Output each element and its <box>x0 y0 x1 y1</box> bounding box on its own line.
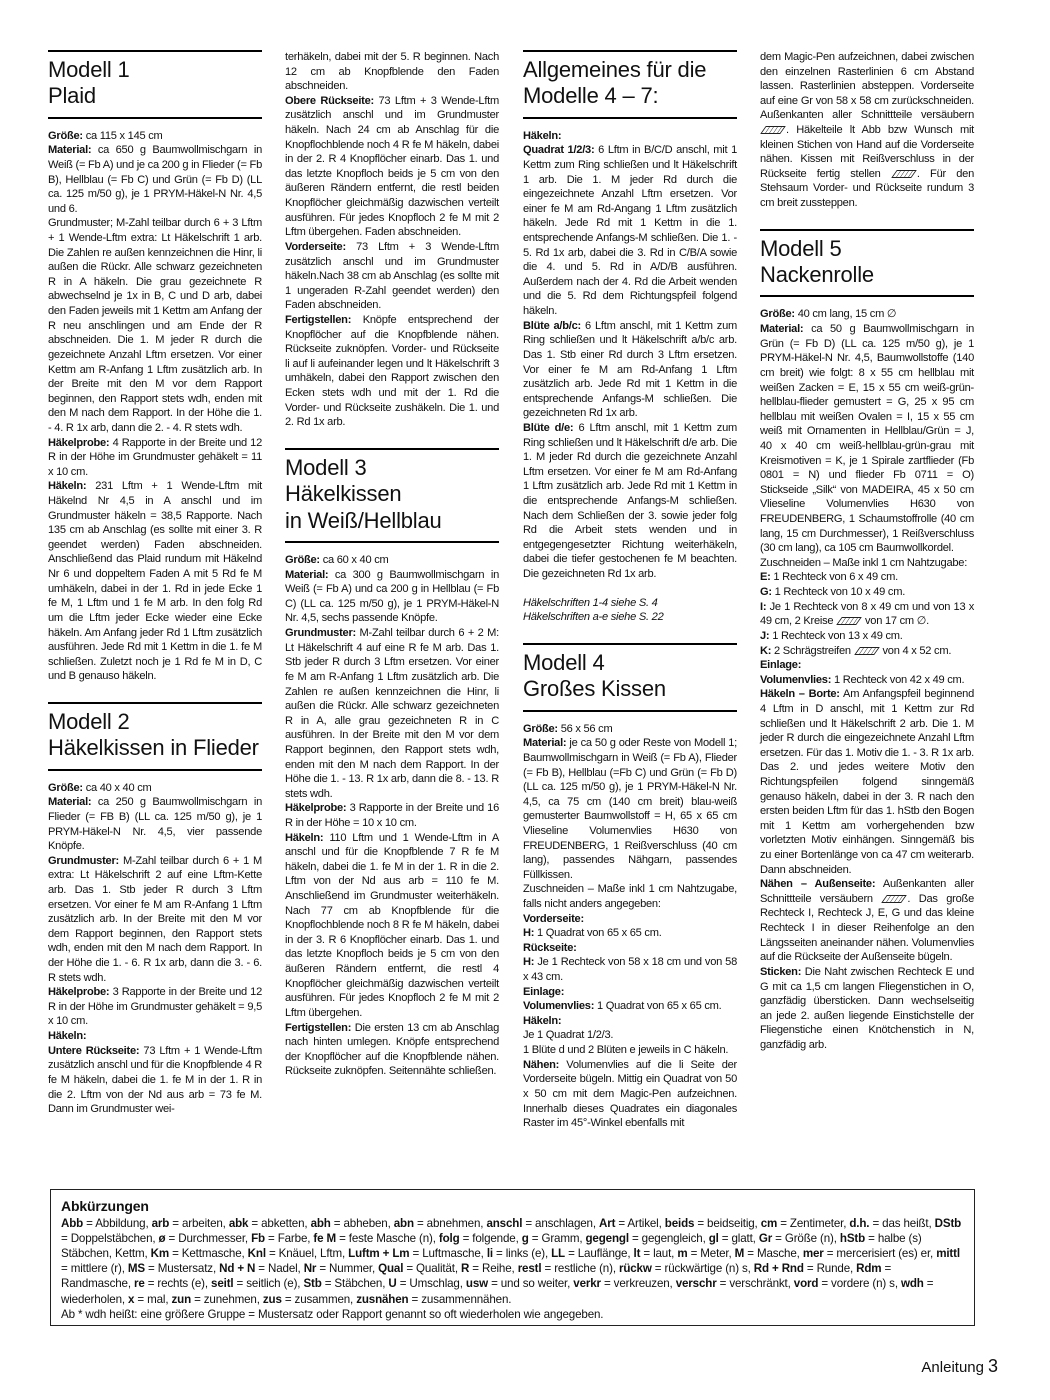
page-number: 3 <box>987 1356 998 1376</box>
heading-line: Modelle 4 – 7: <box>523 83 659 109</box>
heading-allgemeines <box>523 50 737 119</box>
heading-modell-5 <box>760 229 974 298</box>
heading-line: Modell 2 <box>48 708 130 734</box>
column-2 <box>285 50 499 1079</box>
modell-4-instructions: Größe: 56 x 56 cm Material: je ca 50 g oder Reste von Modell 1; Baumwollmischgarn in Weiß (= Fb A), Flieder (= Fb B), Hellblau (=Fb C) und Grün (= Fb D) (LL ca. 125 m/50 g), je 1 PRYM-Häkel-N Nr. 4,5, ca 75 cm (140 cm breit) blau-weiß gemusterter Baumwollstoff = H, 65 x 65 cm Vlieseline Volumenvlies H630 von FREUDENBERG, 1 Reißverschluss (40 cm lang), passendes Nähgarn, passendes Füllkissen. Zuschneiden – Maße inkl 1 cm Nahtzugabe, falls nicht anders angegeben: Vorderseite: H: 1 Quadrat von 65 x 65 cm. Rückseite: H: Je 1 Rechteck von 58 x 18 cm und von 58 x 43 cm. Einlage: Volumenvlies: 1 Quadrat von 65 x 65 cm. Häkeln: Je 1 Quadrat 1/2/3. 1 Blüte d und 2 Blüten e jeweils in C häkeln. Nähen: Volumenvlies auf die li Seite der Vorderseite bügeln. Mittig ein Quadrat von 50 x 50 cm mit dem Magic-Pen aufzeichnen. Innerhalb dieses Quadrates ein diagonales Raster im 45°-Winkel ebenfalls mit <box>523 722 737 1130</box>
heading-line: Plaid <box>48 83 96 109</box>
modell-5-instructions: Größe: 40 cm lang, 15 cm ∅ Material: ca 50 g Baumwollmischgarn in Grün (= Fb D) (LL ca. 125 m/50 g), je 1 PRYM-Häkel-N Nr. 4,5, Baumwollstoffe (140 cm breit) wie folgt: 8 x 55 cm hellblau mit weißen Zacken = E, 15 x 55 cm weiß-grün-hellblau-flieder gemustert = G, 25 x 95 cm hellblau mit weißen Ovalen = I, 15 x 55 cm weiß mit Ornamenten in Hellblau/Grün = J, 40 x 40 cm weiß-hellblau-grün-grau mit Kreismotiven = K, je 1 Spirale zartflieder (Fb 0801 = N) und flieder Fb 0711 = O) Stickseide „Silk“ von MADEIRA, 45 x 50 cm Vlieseline Volumenvlies H630 von FREUDENBERG, 1 Schaumstoffrolle (40 cm lang, 15 cm Durchmesser), 1 Reißverschluss (30 cm lang), ca 105 cm Baumwollkordel. Zuschneiden – Maße inkl 1 cm Nahtzugabe: E: 1 Rechteck von 6 x 49 cm. G: 1 Rechteck von 10 x 49 cm. I: Je 1 Rechteck von 8 x 49 cm und von 13 x 49 cm, 2 Kreise von 17 cm ∅. J: 1 Rechteck von 13 x 49 cm. K: 2 Schrägstreifen von 4 x 52 cm. Einlage: Volumenvlies: 1 Rechteck von 42 x 49 cm. Häkeln – Borte: Am Anfangspfeil beginnend 4 Lftm in D anschl, mit 1 Kettm zur Rd schließen und lt Häkelschrift 2 arb. Die 1. M jeder R durch die eingezeichnete Anzahl Lftm ersetzen. Für das 1. Motiv die 1. - 3. R 1x arb. Das 2. und jedes weitere Motiv den Richtungspfeilen folgend sinngemäß genauso häkeln, dabei in der 3. R nach den ersten beiden Lftm für das 1. hStb den Bogen mit 1 Kettm am vorhergehenden bzw vorletzten Motiv einhängen. Sinngemäß bis zu einer Bortenlänge von ca 47 cm weiterarb. Dann abschneiden. Nähen – Außenseite: Außenkanten aller Schnittteile versäubern . Das große Rechteck I, Rechteck J, E, G und das kleine Rechteck I in dieser Reihenfolge an den Längsseiten aneinander nähen. Volumenvlies auf die Rückseite der Außenseite bügeln. Sticken: Die Naht zwischen Rechteck E und G mit ca 1,5 cm langen Fliegenstichen in O, ganzfädig übersticken. Dann wechselseitig an jede 2. außen liegende Einstichstelle der Fliegenstiche einen Knötchenstich in N, ganzfädig arb. <box>760 308 974 1051</box>
pen-icon <box>891 170 917 178</box>
modell-1-instructions: Größe: ca 115 x 145 cm Material: ca 650 g Baumwollmischgarn in Weiß (= Fb A) und je ca 200 g in Flieder (= Fb B), Hellblau (= Fb C) und Grün (= Fb D) (LL ca. 125 m/50 g), je 1 PRYM-Häkel-N Nr. 4,5 und 6. Grundmuster; M-Zahl teilbar durch 6 + 3 Lftm + 1 Wende-Lftm extra: Lt Häkelschrift 1 arb. Die Zahlen re außen kennzeichnen die Hinr, li außen die Rückr. Alle schwarz gezeichneten R in A häkeln. Die grau gezeichnete R abwechselnd je 1x in B, C und D arb, dabei den Faden jeweils mit 1 Kettm am Anfang der R neu anschlingen und am Ende der R abschneiden. Die 1. M jeder R durch die gezeichnete Anzahl Lftm ersetzen. Vor einer Kettm am R-Anfang 1 Lftm zusätzlich arb. In der Breite mit den M vor dem Rapport beginnen, den Rapport stets wdh, enden mit den M nach dem Rapport. In der Höhe die 1. - 4. R 1x arb, dann die 2. - 4. R stets wdh. Häkelprobe: 4 Rapporte in der Breite und 12 R in der Höhe im Grundmuster gehäkelt = 11 x 10 cm. Häkeln: 231 Lftm + 1 Wende-Lftm mit Häkelnd Nr 4,5 in A anschl und im Grundmuster häkeln = 38,5 Rapporte. Nach 135 cm ab Anschlag (es sollte mit einer 3. R geendet werden) Faden abschneiden. Anschließend das Plaid rundum mit Häkelnd Nr 6 und doppeltem Faden A mit 5 Rd fe M umhäkeln, dabei in der 1. Rd in jede Ecke 1 fe M, 1 Lftm und 1 fe M arb. In den folg Rd um die Lftm jeder Ecke wieder eine Ecke häkeln. Am Anfang jeder Rd 1 Lftm zusätzlich ausführen. Jede Rd mit 1 Kettm in die 1. fe M schließen. Zuletzt noch je 1 Rd fe M in D, C und B genauso häkeln. <box>48 129 262 683</box>
heading-line: Modell 1 <box>48 57 130 82</box>
modell-2-instructions: Größe: ca 40 x 40 cm Material: ca 250 g Baumwollmischgarn in Flieder (= FB B) (LL ca. 125 m/50 g), je 1 PRYM-Häkel-N Nr. 4,5, vier passende Knöpfe. Grundmuster: M-Zahl teilbar durch 6 + 1 M extra: Lt Häkelschrift 2 auf eine Lftm-Kette arb. Das 1. Stb jeder R durch 3 Lftm ersetzen. Vor einer fe M am R-Anfang 1 Lftm zusätzlich arb. In der Breite mit den M vor dem Rapport beginnen, den Rapport stets wdh, enden mit den M nach dem Rapport. In der Höhe die 1. - 6. R 1x arb, dann die 3. - 6. R stets wdh. Häkelprobe: 3 Rapporte in der Breite und 12 R in der Höhe im Grundmuster gehäkelt = 9,5 x 10 cm. Häkeln: Untere Rückseite: 73 Lftm + 1 Wende-Lftm zusätzlich anschl und für die Knopfblende 4 R fe M häkeln, dabei die 1. fe M in der 1. R in die 2. Lftm von der Nd aus arb = 73 fe M. Dann im Grundmuster wei- <box>48 781 262 1116</box>
pen-icon <box>882 895 908 903</box>
heading-line: Modell 3 <box>285 454 367 480</box>
modell-2-continued: terhäkeln, dabei mit der 5. R beginnen. Nach 12 cm ab Knopfblende den Faden abschneiden. Obere Rückseite: 73 Lftm + 3 Wende-Lftm zusätzlich anschl und im Grundmuster häkeln. Nach 24 cm ab Anschlag für die Knopflochblende noch 4 R fe M häkeln, dabei in der 2. R 4 Knopflöcher einarb. Das 1. und das letzte Knopfloch beids je 5 cm von den äußeren Rändern entfernt, die restl beiden Knopflöcher gleichmäßig dazwischen verteilt ausführen. Für jedes Knopfloch 2 fe M mit 2 Lftm übergehen. Faden abschneiden. Vorderseite: 73 Lftm + 3 Wende-Lftm zusätzlich anschl und im Grundmuster häkeln.Nach 38 cm ab Anschlag (es sollte mit 1 ungeraden R-Zahl geendet werden) den Faden abschneiden. Fertigstellen: Knöpfe entsprechend der Knopflöcher auf die Knopfblende nähen. Rückseite zuknöpfen. Vorder- und Rückseite li auf li aufeinander legen und lt Häkelschrift 3 umhäkeln, dabei den Rapport zwischen den Ecken stets wdh und mit der 1. Rd die Vorder- und Rückseite zushäkeln. Die 1. und 2. Rd 1x arb. <box>285 51 499 429</box>
column-3 <box>523 50 737 1131</box>
abbreviations-box <box>50 1189 975 1326</box>
heading-line: Nackenrolle <box>760 262 874 288</box>
allgemeines-instructions: Häkeln: Quadrat 1/2/3: 6 Lftm in B/C/D anschl, mit 1 Kettm zum Ring schließen und lt Häkelschrift 1 arb. Die 1. M jeder Rd durch die eingezeichnete Anzahl Lftm ersetzen. Vor einer fe M am Rd-Angang 1 Lftm zusätzlich häkeln. Jede Rd mit 1 Kettm in die 1. entsprechende Anfangs-M schließen. Die 1. - 5. Rd 1x arb, dabei die 3. Rd in C/B/A sowie die 4. und 5. Rd in A/D/B ausführen. Außerdem nach der 4. Rd die Arbeit wenden und die 5. Rd dem Richtungspfeil folgend häkeln. Blüte a/b/c: 6 Lftm anschl, mit 1 Kettm zum Ring schließen und lt Häkelschrift a/b/c arb. Das 1. Stb einer Rd durch 3 Lftm ersetzen. Vor einer fe M am Rd-Anfang 1 Lftm zusätzlich arb. Jede Rd mit 1 Kettm in die entsprechende Anfangs-M schließen. Die gezeichneten Rd 1x arb. Blüte d/e: 6 Lftm anschl, mit 1 Kettm zum Ring schließen und lt Häkelschrift d/e arb. Die 1. M jeder Rd durch die gezeichnete Anzahl Lftm ersetzen. Vor einer fe M am Rd-Anfang 1 Lftm zusätzlich arb. Jede Rd mit 1 Kettm in die entsprechende Anfangs-M schließen. Nach dem Schließen der 3. sowie jeder folg Rd die Arbeit stets wenden und in entgegengesetzter Richtung weiterhäkeln, dabei die tiefer gestochenen fe M beachten. Die gezeichneten Rd 1x arb. <box>523 129 737 581</box>
heading-line: Großes Kissen <box>523 676 666 702</box>
heading-line: Modell 4 <box>523 649 605 675</box>
heading-modell-4 <box>523 643 737 712</box>
heading-line: Modell 5 <box>760 235 842 261</box>
abbreviations-list: Abb = Abbildung, arb = arbeiten, abk = abketten, abh = abheben, abn = abnehmen, anschl = anschlagen, Art = Artikel, beids = beidseitig, cm = Zentimeter, d.h. = das heißt, DStb = Doppelstäbchen, ø = Durchmesser, Fb = Farbe, fe M = feste Masche (n), folg = folgende, g = Gramm, gegengl = gegengleich, gl = glatt, Gr = Größe (n), hStb = halbe (s) Stäbchen, Kettm, Km = Kettmasche, Knl = Knäuel, Lftm, Luftm + Lm = Luftmasche, li = links (e), LL = Lauflänge, lt = laut, m = Meter, M = Masche, mer = mercerisiert (es) er, mittl = mittlere (r), MS = Mustersatz, Nd + N = Nadel, Nr = Nummer, Qual = Qualität, R = Reihe, restl = restliche (n), rückw = rückwärtige (n) s, Rd + Rnd = Runde, Rdm = Randmasche, re = rechts (e), seitl = seitlich (e), Stb = Stäbchen, U = Umschlag, usw = und so weiter, verkr = verkreuzen, verschr = verschränkt, vord = vordere (n) s, wdh = wiederholen, x = mal, zun = zunehmen, zus = zusammen, zusnähen = zusammennähen. <box>61 1217 962 1306</box>
page-footer <box>921 1356 998 1377</box>
abbreviations-note: Ab * wdh heißt: eine größere Gruppe = Mustersatz oder Rapport genannt so oft wiederholen wie angegeben. <box>61 1307 604 1321</box>
abbreviations-title: Abkürzungen <box>61 1198 149 1214</box>
heading-line: in Weiß/Hellblau <box>285 507 442 533</box>
heading-line: Allgemeines für die <box>523 57 707 82</box>
modell-3-instructions: Größe: ca 60 x 40 cm Material: ca 300 g Baumwollmischgarn in Weiß (= Fb A) und ca 200 g in Hellblau (= Fb C) (LL ca. 125 m/50 g), je 1 PRYM-Häkel-N Nr. 4,5, sechs passende Knöpfe. Grundmuster: M-Zahl teilbar durch 6 + 2 M: Lt Häkelschrift 4 auf eine R fe M arb. Das 1. Stb jeder R durch 3 Lftm ersetzen. Vor einer fe M am R-Anfang 1 Lftm zusätzlich arb. Die Zahlen re außen kennzeichnen die Hinr, li außen die Rückr. Alle schwarz gezeichneten R in A, alle grau gezeichneten R in C ausführen. In der Breite mit den M vor dem Rapport beginnen, den Rapport stets wdh, enden mit den M nach dem Rapport. In der Höhe die 1. - 13. R 1x arb, dann die 8. - 13. R stets wdh. Häkelprobe: 3 Rapporte in der Breite und 16 R in der Höhe = 10 x 10 cm. Häkeln: 110 Lftm und 1 Wende-Lftm in A anschl und für die Knopfblende 7 R fe M häkeln, dabei die 1. fe M in der 1. R in die 2. Lftm von der Nd aus arb = 110 fe M. Anschließend im Grundmuster weiterhäkeln. Nach 77 cm ab Knopfblende für die Knopflochblende noch 8 R fe M häkeln, dabei in der 3. R 6 Knopflöcher einarb. Das 1. und das letzte Knopfloch beids je 5 cm von den äußeren Rändern entfernt, die restl 4 Knopflöcher gleichmäßig dazwischen verteilt ausführen. Für jedes Knopfloch 2 fe M mit 2 Lftm übergehen. Fertigstellen: Die ersten 13 cm ab Anschlag nach hinten umlegen. Knöpfe entsprechend der Knopflöcher auf die Knopfblende nähen. Rückseite zuknöpfen. Seitennähte schließen. <box>285 554 499 1078</box>
heading-line: Häkelkissen in Flieder <box>48 735 259 761</box>
footer-label: Anleitung <box>921 1359 984 1376</box>
pen-icon <box>836 617 862 625</box>
heading-line: Häkelkissen <box>285 481 402 507</box>
heading-modell-1 <box>48 50 262 119</box>
pen-icon <box>854 647 880 655</box>
modell-4-continued: dem Magic-Pen aufzeichnen, dabei zwischen den einzelnen Rasterlinien 6 cm Abstand lassen. Rasterlinien absteppen. Vorderseite auf eine Gr von 58 x 58 cm zurückschneiden. Außenkanten aller Schnittteile versäubern . Häkelteile lt Abb bzw Wunsch mit kleinen Stichen von Hand auf die Vorderseite nähen. Kissen mit Reißverschluss in der Rückseite fertig stellen . Für den Stehsaum Vorder- und Rückseite rundum 3 cm breit zussteppen. <box>760 51 974 210</box>
pen-icon <box>760 126 786 134</box>
chart-references: Häkelschriften 1-4 siehe S. 4 Häkelschriften a-e siehe S. 22 <box>523 596 664 624</box>
column-4 <box>760 50 974 1053</box>
column-1 <box>48 50 262 1117</box>
heading-modell-3 <box>285 448 499 543</box>
heading-modell-2 <box>48 702 262 771</box>
